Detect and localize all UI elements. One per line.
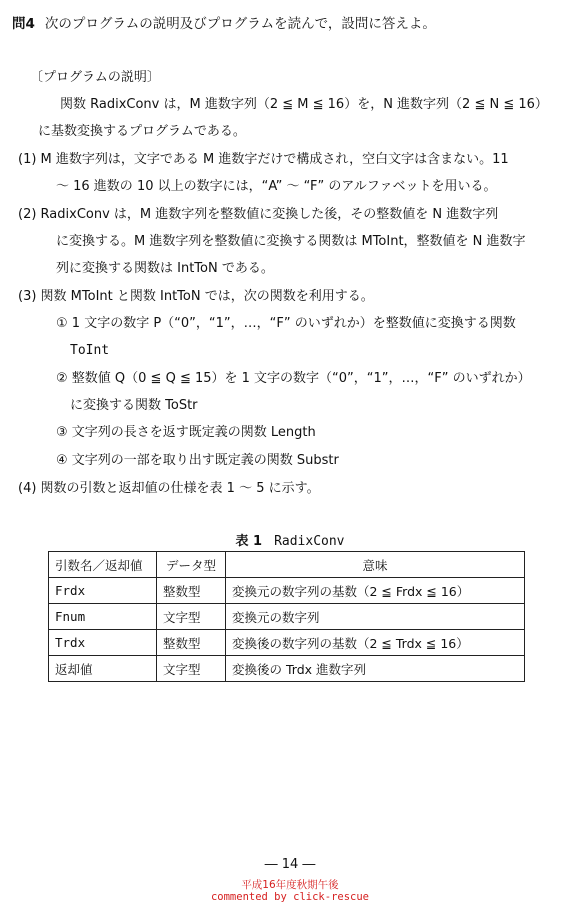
question-instruction: 次のプログラムの説明及びプログラムを読んで，設問に答えよ。	[44, 16, 436, 32]
table-row	[49, 604, 525, 630]
table-cell: 整数型	[157, 578, 226, 604]
table-cell: Fnum	[49, 604, 157, 630]
table-row	[49, 630, 525, 656]
table-header-cell: データ型	[157, 552, 226, 578]
section-title: 〔プログラムの説明〕	[30, 70, 160, 85]
table-cell: 文字型	[157, 604, 226, 630]
comment-credit: commented by click-rescue	[210, 891, 370, 903]
subitem-2-line-2: に変換する関数 ToStr	[70, 398, 198, 413]
table-cell: 整数型	[157, 630, 226, 656]
table-caption-name: RadixConv	[274, 534, 345, 549]
intro-line-2: に基数変換するプログラムである。	[38, 124, 246, 139]
table-cell: 文字型	[157, 656, 226, 682]
subitem-4-line-1: ④ 文字列の一部を取り出す既定義の関数 Substr	[56, 453, 339, 468]
item-2-line-2: に変換する。M 進数字列を整数値に変換する関数は MToInt，整数値を N 進数字	[56, 234, 526, 249]
item-2-line-3: 列に変換する関数は IntToN である。	[56, 261, 274, 276]
table-cell: Trdx	[49, 630, 157, 656]
subitem-1-line-2: ToInt	[70, 343, 110, 358]
subitem-1-line-1: ① 1 文字の数字 P（“0”，“1”，…，“F” のいずれか）を整数値に変換する関数	[56, 316, 516, 331]
page-number: ― 14 ―	[264, 857, 316, 872]
table-header-row	[49, 552, 525, 578]
spec-table	[48, 551, 525, 682]
table-caption-label: 表 1	[235, 534, 263, 549]
table-caption	[0, 530, 580, 549]
item-1-line-1: (1) M 進数字列は，文字である M 進数字だけで構成され，空白文字は含まない。11	[18, 152, 509, 167]
table-cell: Frdx	[49, 578, 157, 604]
subitem-3-line-1: ③ 文字列の長さを返す既定義の関数 Length	[56, 425, 316, 440]
table-cell: 返却値	[49, 656, 157, 682]
intro-line-1: 関数 RadixConv は，M 進数字列（2 ≦ M ≦ 16）を，N 進数字列（2 ≦ N ≦ 16）	[60, 97, 548, 112]
subitem-2-line-1: ② 整数値 Q（0 ≦ Q ≦ 15）を 1 文字の数字（“0”，“1”，…，“F” のいずれか）	[56, 371, 531, 386]
question-number: 問4	[12, 16, 35, 32]
table-cell: 変換元の数字列の基数（2 ≦ Frdx ≦ 16）	[226, 578, 525, 604]
item-2-line-1: (2) RadixConv は，M 進数字列を整数値に変換した後，その整数値を N 進数字列	[18, 207, 499, 222]
question-heading	[12, 12, 436, 32]
table-row	[49, 656, 525, 682]
exam-session-label: 平成16年度秋期午後	[241, 879, 339, 891]
table-header-cell: 意味	[226, 552, 525, 578]
item-4-line-1: (4) 関数の引数と返却値の仕様を表 1 ～ 5 に示す。	[18, 481, 320, 496]
table-header-cell: 引数名／返却値	[49, 552, 157, 578]
item-3-line-1: (3) 関数 MToInt と関数 IntToN では，次の関数を利用する。	[18, 289, 374, 304]
item-1-line-2: ～ 16 進数の 10 以上の数字には，“A” ～ “F” のアルファベットを用いる。	[56, 179, 497, 194]
table-cell: 変換元の数字列	[226, 604, 525, 630]
table-cell: 変換後の Trdx 進数字列	[226, 656, 525, 682]
table-cell: 変換後の数字列の基数（2 ≦ Trdx ≦ 16）	[226, 630, 525, 656]
table-row	[49, 578, 525, 604]
